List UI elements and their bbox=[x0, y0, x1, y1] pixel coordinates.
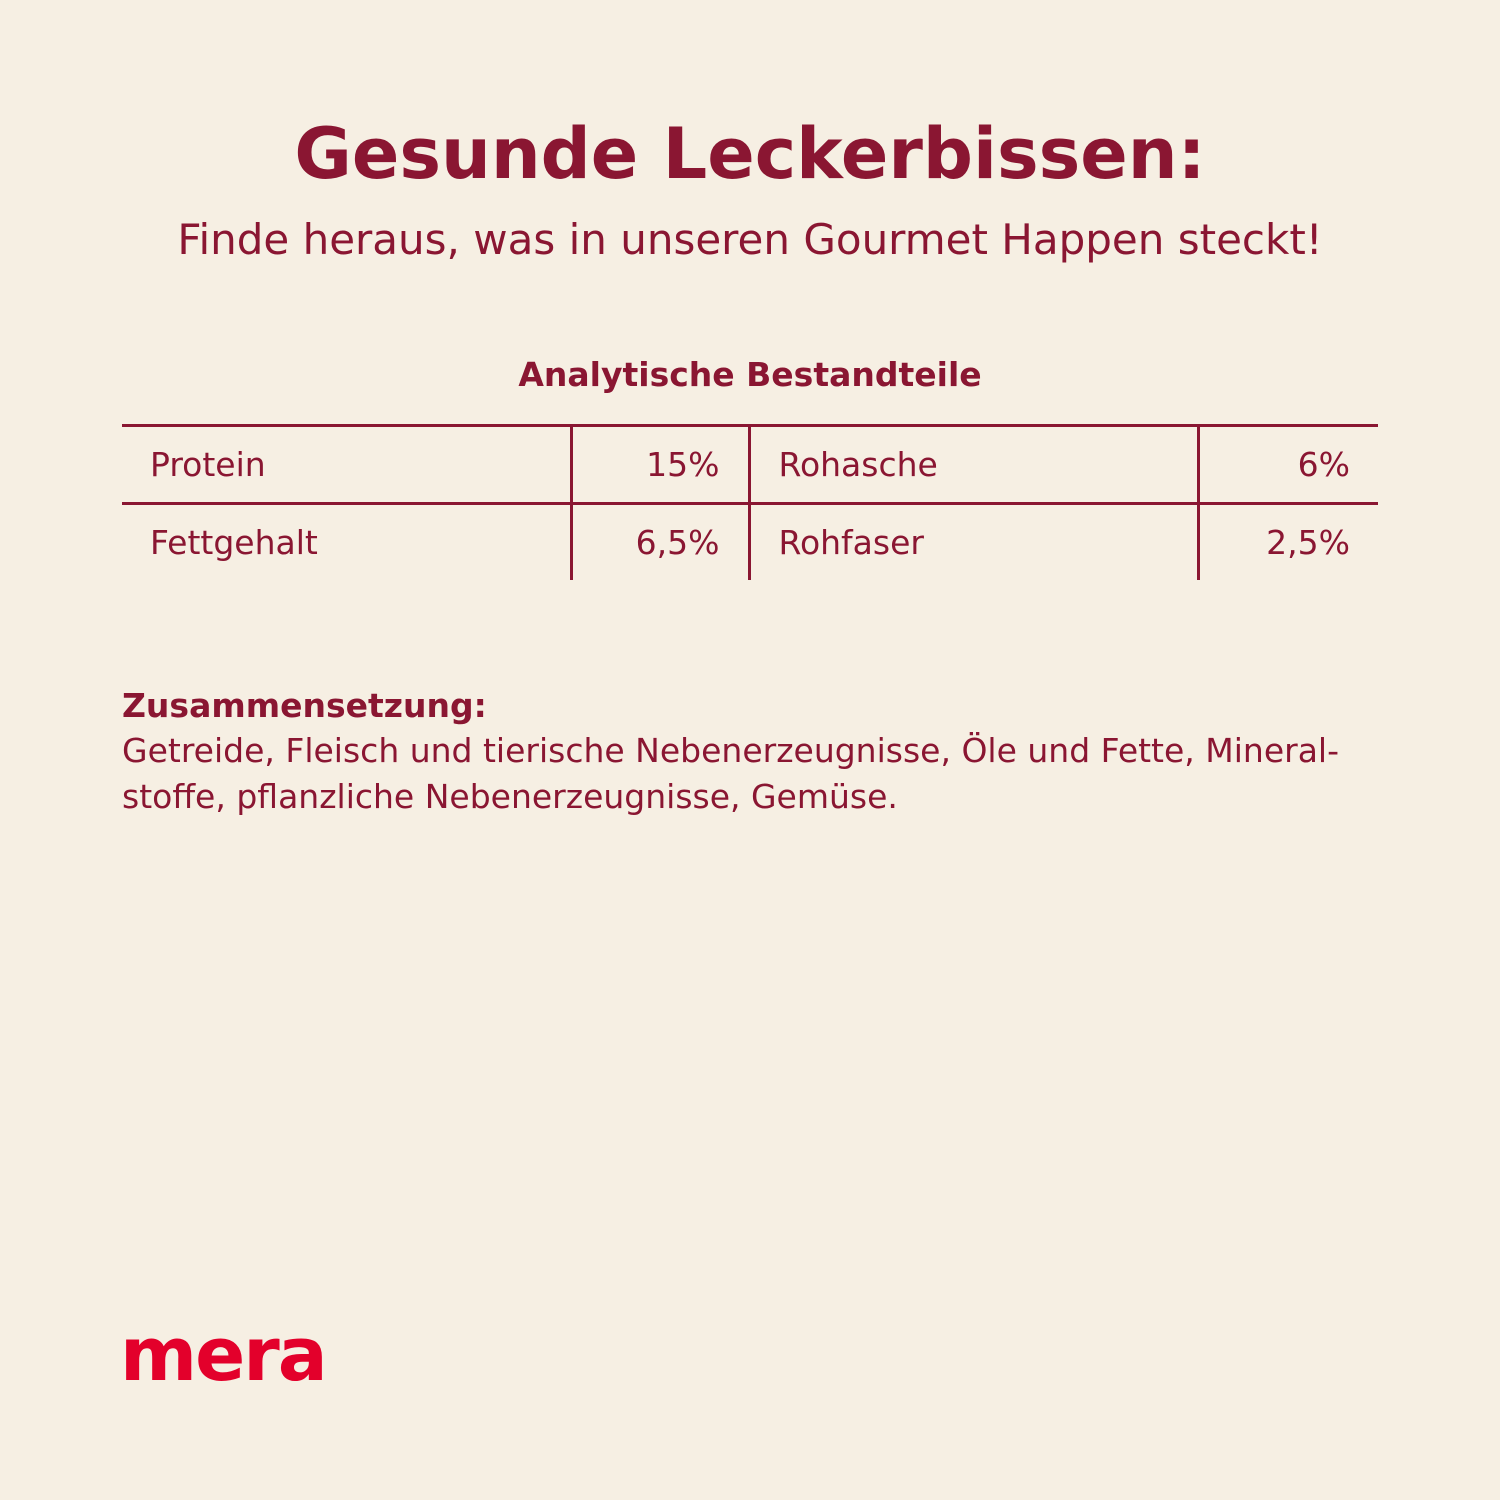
analysis-label-protein: Protein bbox=[122, 426, 571, 504]
page-subtitle: Finde heraus, was in unseren Gourmet Happen steckt! bbox=[177, 215, 1323, 264]
composition-line-1: Getreide, Fleisch und tierische Nebenerzeugnisse, Öle und Fette, Mineral- bbox=[122, 731, 1340, 770]
composition-line-2: stoffe, pflanzliche Nebenerzeugnisse, Gemüse. bbox=[122, 777, 898, 816]
analysis-value-protein: 15% bbox=[571, 426, 749, 504]
analysis-label-rohasche: Rohasche bbox=[749, 426, 1198, 504]
analysis-label-fettgehalt: Fettgehalt bbox=[122, 504, 571, 581]
analysis-table bbox=[122, 424, 1378, 580]
analysis-label-rohfaser: Rohfaser bbox=[749, 504, 1198, 581]
composition-text bbox=[122, 728, 1382, 820]
composition-heading: Zusammensetzung: bbox=[122, 686, 487, 725]
analysis-value-rohfaser: 2,5% bbox=[1266, 522, 1350, 562]
analysis-value-fettgehalt: 6,5% bbox=[571, 504, 749, 581]
analysis-title: Analytische Bestandteile bbox=[518, 355, 982, 394]
mera-logo: mera bbox=[120, 1312, 326, 1398]
table-row bbox=[122, 426, 1378, 504]
table-row bbox=[122, 504, 1378, 581]
analysis-value-rohasche: 6% bbox=[1198, 426, 1378, 504]
page-title: Gesunde Leckerbissen: bbox=[294, 113, 1206, 195]
